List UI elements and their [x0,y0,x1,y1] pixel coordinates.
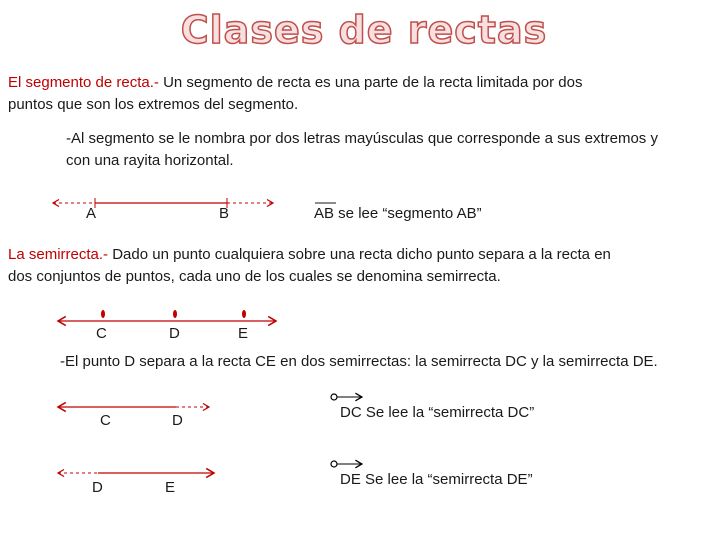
point-label-a: A [86,205,97,222]
ray-heading: La semirrecta.- [8,246,109,263]
point-label-b: B [219,205,230,222]
point-label-c: C [96,325,107,342]
ray-de-label-e: E [165,479,176,496]
segment-note-line-2: con una rayita horizontal. [66,152,234,169]
ray-dc-symbol-origin [331,394,337,400]
point-e-dot [242,310,246,318]
segment-definition-line-2: puntos que son los extremos del segmento. [8,96,299,113]
ray-de-label-d: D [92,479,103,496]
segment-note-line-1: -Al segmento se le nombra por dos letras mayúsculas que corresponde a sus extremos y [66,130,658,147]
ray-note: -El punto D separa a la recta CE en dos semirrectas: la semirrecta DC y la semirrecta DE. [60,353,658,370]
ray-dc-reading: Se lee la “semirrecta DC” [361,404,535,421]
point-c-dot [101,310,105,318]
ray-definition-line-2: dos conjuntos de puntos, cada uno de los cuales se denomina semirrecta. [8,268,501,285]
point-d-dot [173,310,177,318]
segment-ab-figure [53,198,336,208]
point-label-e: E [238,325,249,342]
segment-definition-text: Un segmento de recta es una parte de la recta limitada por dos [158,74,583,91]
ray-dc-label-d: D [172,412,183,429]
ray-de-figure [58,461,362,473]
segment-reading: se lee “segmento AB” [334,205,482,222]
ray-dc-label-c: C [100,412,111,429]
ray-de-reading: Se lee la “semirrecta DE” [360,471,533,488]
line-ce-figure [58,310,276,321]
ray-de-letters: DE [340,471,361,488]
ray-dc-letters: DC [340,404,362,421]
segment-notation-letters: AB [314,205,335,222]
segment-heading: El segmento de recta.- [8,74,159,91]
ray-definition-text: Dado un punto cualquiera sobre una recta dicho punto separa a la recta en [108,246,611,263]
page-title: Clases de rectas [180,8,548,52]
point-label-d: D [169,325,180,342]
ray-dc-figure [58,394,362,407]
ray-de-symbol-origin [331,461,337,467]
